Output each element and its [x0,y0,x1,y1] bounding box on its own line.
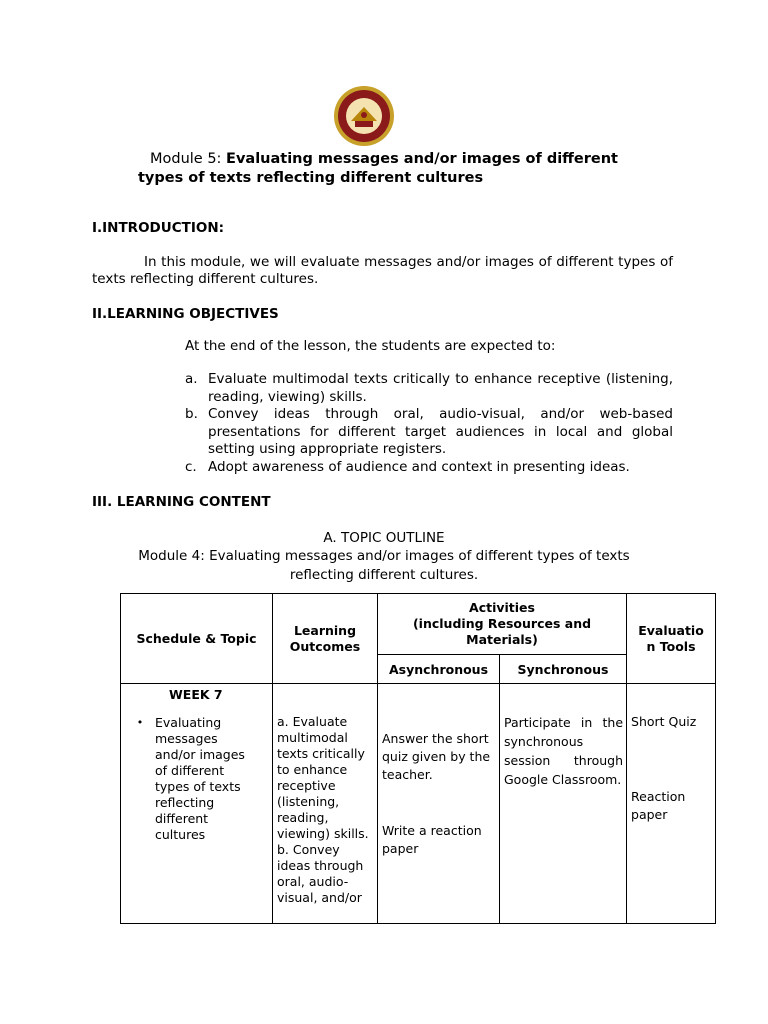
async-activity-2: Write a reaction paper [382,823,482,856]
bullet-icon: • [136,716,144,729]
introduction-heading: I.INTRODUCTION: [92,220,225,236]
topic-outline-subtitle: Module 4: Evaluating messages and/or images of different types of texts reflecting different cultures. [138,548,630,583]
cell-synchronous: Participate in the synchronous session through Google Classroom. [500,684,627,924]
objectives-list [185,371,673,476]
cell-asynchronous [378,684,500,924]
introduction-body: In this module, we will evaluate messages and/or images of different types of texts reflecting different cultures. [92,254,673,287]
school-seal-logo [333,85,395,147]
eval-tool-1: Short Quiz [631,714,697,729]
module-title-line2: types of texts reflecting different cultures [138,170,484,186]
topic-text: Evaluating messages and/or images of different types of texts reflecting different cultures [155,715,245,842]
header-asynchronous: Asynchronous [378,655,500,684]
cell-evaluation-tools [627,684,716,924]
module-title-line1: Module 5: Evaluating messages and/or images of different [149,151,618,167]
eval-tool-2: Reaction paper [631,789,686,822]
header-activities: Activities (including Resources and Materials) [378,594,627,655]
header-evaluation-tools: Evaluatio n Tools [627,594,716,684]
cell-schedule-topic [121,684,273,924]
topic-outline-table [120,593,716,924]
async-activity-1: Answer the short quiz given by the teacher. [382,731,491,782]
header-learning-outcomes: Learning Outcomes [273,594,378,684]
header-synchronous: Synchronous [500,655,627,684]
topic-outline-title: A. TOPIC OUTLINE [323,530,445,546]
header-schedule-topic: Schedule & Topic [121,594,273,684]
objective-item: c. Adopt awareness of audience and context in presenting ideas. [185,458,630,475]
objectives-lead: At the end of the lesson, the students are expected to: [185,338,556,354]
objectives-heading: II.LEARNING OBJECTIVES [92,306,279,322]
learning-content-heading: III. LEARNING CONTENT [92,494,271,510]
week-label: WEEK 7 [169,687,223,702]
objective-item: b. Convey ideas through oral, audio-visual, and/or web-based presentations for different target audiences in local and global setting using appropriate registers. [185,406,673,457]
objective-item: a. Evaluate multimodal texts critically to enhance receptive (listening, reading, viewing) skills. [185,371,673,405]
cell-learning-outcomes: a. Evaluate multimodal texts critically to enhance receptive (listening, reading, viewing) skills. b. Convey ideas through oral, audio-visual, and/or [273,684,378,924]
table-row [121,684,716,924]
